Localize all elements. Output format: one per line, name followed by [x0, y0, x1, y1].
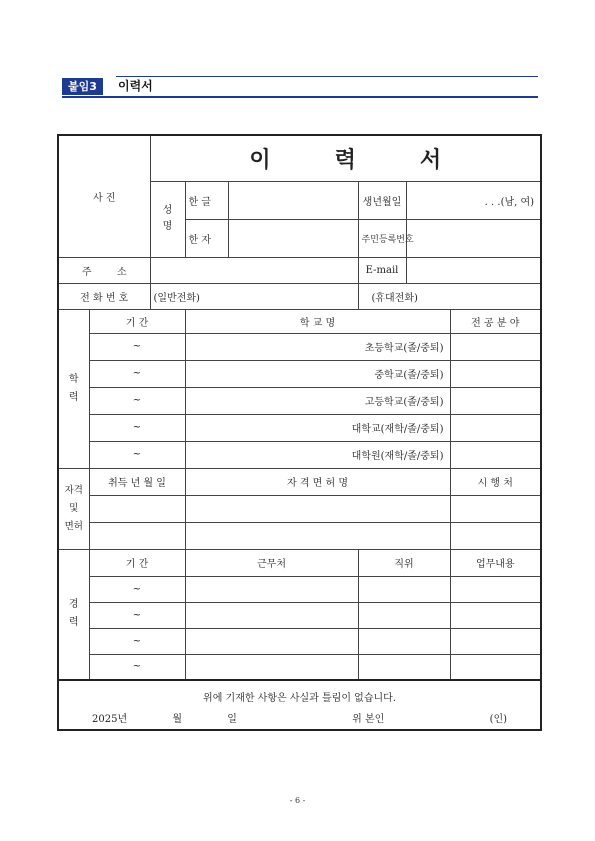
sign-seal[interactable]: (인) — [489, 714, 508, 725]
name-label: 성 명 — [150, 181, 185, 257]
title-char-3: 서 — [419, 146, 442, 173]
email-field[interactable] — [406, 257, 541, 283]
edu-period-header: 기 간 — [89, 309, 185, 333]
career-company-field[interactable] — [185, 654, 358, 680]
edu-major-field[interactable] — [450, 414, 541, 441]
section-title: 이력서 — [118, 79, 153, 93]
rrn-field[interactable] — [406, 219, 541, 257]
phone-mobile-label: (휴대전화) — [371, 292, 418, 304]
edu-major-field[interactable] — [450, 387, 541, 414]
cert-date-field[interactable] — [89, 522, 185, 549]
page-number: - 6 - — [289, 796, 306, 805]
edu-school-field[interactable]: 대학원(재학/졸/중퇴) — [185, 441, 450, 468]
declaration-text: 위에 기재한 사항은 사실과 틀림이 없습니다. — [203, 693, 396, 704]
career-position-field[interactable] — [358, 602, 450, 628]
phone-label: 전 화 번 호 — [58, 283, 150, 309]
career-period-field[interactable]: ~ — [89, 576, 185, 602]
edu-major-field[interactable] — [450, 360, 541, 387]
edu-school-field[interactable]: 고등학교(졸/중퇴) — [185, 387, 450, 414]
hangul-name-field[interactable] — [228, 181, 358, 219]
birth-label: 생년월일 — [358, 181, 406, 219]
photo-label: 사 진 — [93, 192, 116, 204]
title-char-1: 이 — [249, 146, 271, 173]
phone-home-field[interactable] — [150, 283, 358, 309]
edu-period-field[interactable]: ~ — [89, 387, 185, 414]
edu-major-header: 전 공 분 야 — [450, 309, 541, 333]
career-position-field[interactable] — [358, 628, 450, 654]
section-header — [62, 76, 538, 98]
career-company-field[interactable] — [185, 576, 358, 602]
cert-date-field[interactable] — [89, 495, 185, 522]
career-period-field[interactable]: ~ — [89, 654, 185, 680]
sign-day[interactable]: 일 — [227, 714, 237, 725]
form-title — [150, 135, 541, 181]
career-company-header: 근무처 — [185, 549, 358, 576]
email-label: E-mail — [358, 257, 406, 283]
resume-form — [57, 134, 542, 731]
phone-home-label: (일반전화) — [153, 292, 200, 304]
sign-month[interactable]: 월 — [172, 714, 183, 725]
signature-line — [62, 704, 537, 725]
edu-school-field[interactable]: 초등학교(졸/중퇴) — [185, 333, 450, 360]
career-company-field[interactable] — [185, 602, 358, 628]
edu-school-header: 학 교 명 — [185, 309, 450, 333]
career-duty-field[interactable] — [450, 654, 541, 680]
career-position-field[interactable] — [358, 654, 450, 680]
cert-name-header: 자 격 면 허 명 — [185, 468, 450, 495]
career-side-label: 경 력 — [58, 549, 89, 680]
header-top-rule — [116, 76, 538, 77]
cert-name-field[interactable] — [185, 495, 450, 522]
career-duty-field[interactable] — [450, 628, 541, 654]
career-period-field[interactable]: ~ — [89, 628, 185, 654]
career-duty-field[interactable] — [450, 602, 541, 628]
career-position-field[interactable] — [358, 576, 450, 602]
hanja-label: 한 자 — [185, 219, 228, 257]
education-side-label: 학 력 — [58, 309, 89, 468]
edu-period-field[interactable]: ~ — [89, 414, 185, 441]
rrn-label: 주민등록번호 — [358, 219, 406, 257]
career-period-header: 기 간 — [89, 549, 185, 576]
cert-side-label: 자격 및 면허 — [58, 468, 89, 549]
edu-school-field[interactable]: 중학교(졸/중퇴) — [185, 360, 450, 387]
edu-period-field[interactable]: ~ — [89, 360, 185, 387]
declaration-section — [58, 680, 541, 730]
address-label: 주 소 — [58, 257, 150, 283]
edu-period-field[interactable]: ~ — [89, 441, 185, 468]
hanja-name-field[interactable] — [228, 219, 358, 257]
career-duty-field[interactable] — [450, 576, 541, 602]
photo-box[interactable] — [58, 135, 150, 257]
address-field[interactable] — [150, 257, 358, 283]
cert-date-header: 취득 년 월 일 — [89, 468, 185, 495]
hangul-label: 한 글 — [185, 181, 228, 219]
header-underline — [62, 96, 538, 98]
title-char-2: 력 — [334, 146, 356, 173]
attachment-tag: 붙임3 — [62, 78, 103, 95]
cert-issuer-header: 시 행 처 — [450, 468, 541, 495]
career-company-field[interactable] — [185, 628, 358, 654]
edu-major-field[interactable] — [450, 441, 541, 468]
career-period-field[interactable]: ~ — [89, 602, 185, 628]
phone-mobile-field[interactable] — [358, 283, 541, 309]
edu-period-field[interactable]: ~ — [89, 333, 185, 360]
cert-issuer-field[interactable] — [450, 522, 541, 549]
cert-issuer-field[interactable] — [450, 495, 541, 522]
sign-person[interactable]: 위 본인 — [352, 714, 385, 725]
edu-major-field[interactable] — [450, 333, 541, 360]
career-position-header: 직위 — [358, 549, 450, 576]
cert-name-field[interactable] — [185, 522, 450, 549]
sign-year: 2025년 — [92, 714, 128, 725]
birth-field[interactable]: . . .(남, 여) — [406, 181, 541, 219]
career-duty-header: 업무내용 — [450, 549, 541, 576]
edu-school-field[interactable]: 대학교(재학/졸/중퇴) — [185, 414, 450, 441]
